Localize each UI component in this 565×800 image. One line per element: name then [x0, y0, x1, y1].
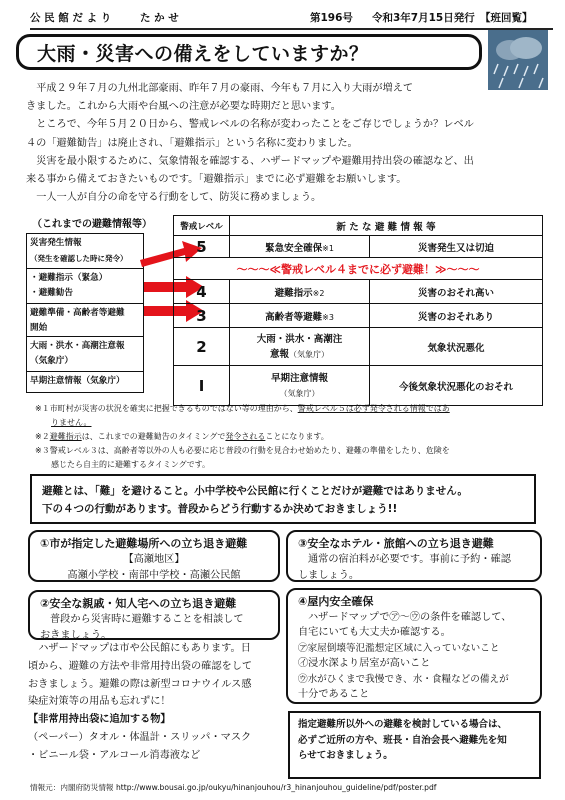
old-info-4a: 大雨・洪水・高潮注意報 — [30, 341, 125, 351]
option-2-heading: ②安全な親戚・知人宅への立ち退き避難 — [40, 597, 237, 610]
intro-p2: ところで、今年５月２０日から、警戒レベルの名称が変わったことをご存じでしょうか？レベル — [36, 119, 474, 131]
option-1-places: 高瀬小学校・南部中学校・高瀬公民館 — [67, 570, 241, 581]
old-info-4b: （気象庁） — [30, 356, 73, 366]
footnotes — [35, 402, 545, 472]
old-info-2b: ・避難勧告 — [30, 288, 73, 298]
old-info-1b: （発生を確認した時に発令） — [30, 254, 128, 263]
level-2: 2 — [174, 328, 230, 366]
warning-level-table — [173, 215, 543, 406]
option-1-area: 【高瀬地区】 — [123, 554, 185, 565]
level-1-name: 早期注意情報 （気象庁） — [230, 366, 370, 406]
bottom-line-3: おきましょう。避難の際は新型コロナウイルス感 — [28, 678, 252, 690]
intro-p4: 一人一人が自分の命を守る行動をして、防災に務めましょう。 — [36, 192, 322, 204]
bottom-line-2: 頃から、避難の方法や非常用持出袋の確認をして — [28, 660, 253, 672]
level-5: 5 — [174, 236, 230, 258]
option-1-box — [28, 530, 280, 582]
old-info-3b: 開始 — [30, 323, 48, 333]
evacuate-banner: ～～～≪警戒レベル４までに必ず避難！≫～～～ — [174, 258, 543, 280]
level-2-name: 大雨・洪水・高潮注 意報（気象庁） — [230, 328, 370, 366]
option-2-text-1: 普段から災害時に避難することを相談して — [50, 614, 244, 625]
option-4-heading: ④屋内安全確保 — [298, 595, 374, 608]
evac-line-2: 下の４つの行動があります。普段からどう行動するか決めておきましょう!! — [42, 503, 398, 515]
emergency-bag-items-1: （ペーパー）タオル・体温計・スリッパ・マスク — [28, 731, 252, 743]
page-title: 大雨・災害への備えをしていますか？ — [16, 34, 482, 70]
bottom-line-1: ハザードマップは市や公民館にもあります。日 — [38, 643, 251, 654]
source-line: 情報元：内閣府防災情報 http://www.bousai.go.jp/oukyu/hinanjouhou/r3_hinanjouhou_guideline/pdf/poster.pdf — [30, 783, 437, 792]
option-2-box — [28, 590, 280, 640]
note-3: ※３警戒レベル３は、高齢者等以外の人も必要に応じ普段の行動を見合わせ始めたり、避難の準備をしたり、危険を — [35, 446, 450, 455]
level-1-desc: 今後気象状況悪化のおそれ — [370, 366, 543, 406]
col-new-header: 新 た な 避 難 情 報 等 — [230, 216, 543, 236]
issue-date: 令和3年7月15日発行 — [372, 12, 475, 24]
level-3-name: 高齢者等避難※3 — [230, 304, 370, 328]
shelter-notice-2: 必ずご近所の方や、班長・自治会長へ避難先を知 — [298, 734, 507, 746]
level-3: 3 — [174, 304, 230, 328]
option-4-text-2: 自宅にいても大丈夫か確認する。 — [298, 627, 451, 638]
shelter-notice-3: らせておきましょう。 — [298, 750, 393, 761]
option-3-text-1: 通常の宿泊料が必要です。事前に予約・確認 — [308, 554, 511, 565]
level-3-desc: 災害のおそれあり — [370, 304, 543, 328]
level-5-desc: 災害発生又は切迫 — [370, 236, 543, 258]
bottom-line-4: 染症対策等の用品も忘れずに！ — [28, 696, 171, 708]
option-4-box — [286, 588, 542, 704]
emergency-bag-heading: 【非常用持出袋に追加する物】 — [28, 714, 171, 726]
old-info-box-4 — [26, 336, 144, 372]
circulation: 【班回覧】 — [480, 12, 533, 24]
emergency-bag-items-2: ・ビニール袋・アルコール消毒液など — [28, 749, 201, 761]
evacuation-definition-box — [30, 474, 536, 524]
col-level-header: 警戒レベル — [174, 216, 230, 236]
newsletter-header — [30, 10, 553, 30]
newsletter-name: 公 民 館 だ よ り — [30, 12, 112, 24]
level-4-desc: 災害のおそれ高い — [370, 280, 543, 304]
option-3-text-2: しましょう。 — [298, 570, 360, 581]
level-4-name: 避難指示※2 — [230, 280, 370, 304]
old-info-3a: 避難準備・高齢者等避難 — [30, 308, 125, 318]
option-3-heading: ③安全なホテル・旅館への立ち退き避難 — [298, 537, 494, 550]
intro-p1: 平成２９年７月の九州北部豪雨、昨年７月の豪雨、今年も７月に入り大雨が増えて — [36, 83, 414, 94]
note-1b: りません。 — [51, 418, 92, 427]
note-1: ※１市町村が災害の状況を確実に把握できるものではない等の理由から、警戒レベル５は必ず発令される情報ではあ — [35, 404, 450, 413]
shelter-notice-box — [288, 711, 541, 779]
intro-p1b: きました。これから大雨や台風への注意が必要な時期だと思います。 — [26, 101, 341, 113]
note-3b: 感じたら自主的に避難するタイミングです。 — [51, 460, 211, 469]
shelter-notice-1: 指定避難所以外への避難を検討している場合は、 — [298, 719, 508, 730]
level-1: Ⅰ — [174, 366, 230, 406]
old-info-title: （これまでの避難情報等） — [32, 219, 152, 230]
intro-p2b: ４の「避難勧告」は廃止され、「避難指示」という名称に変わりました。 — [26, 137, 358, 149]
option-4-condition-c: ㋒水がひくまで我慢でき、水・食糧などの備えが — [298, 673, 509, 685]
option-4-text-1: ハザードマップで㋐～㋒の条件を確認して、 — [308, 611, 512, 623]
intro-p3: 災害を最小限するために、気象情報を確認する、ハザードマップや避難用持出袋の確認など、出 — [36, 155, 474, 167]
option-4-condition-c2: 十分であること — [298, 689, 370, 700]
old-info-box-5 — [26, 371, 144, 393]
old-info-1a: 災害発生情報 — [30, 238, 82, 248]
old-info-box-2 — [26, 268, 144, 304]
old-info-5: 早期注意情報（気象庁） — [30, 376, 125, 386]
intro-p3b: 来る事から備えておきたいものです。「避難指示」までに必ず避難をお願いします。 — [26, 174, 407, 186]
intro-text — [26, 80, 546, 207]
option-4-condition-a: ㋐家屋倒壊等氾濫想定区域に入っていないこと — [298, 642, 500, 654]
hazard-map-text — [28, 640, 283, 765]
note-2: ※２避難指示は、これまでの避難勧告のタイミングで発令されることになります。 — [35, 432, 329, 441]
option-4-condition-b: ㋑浸水深より居室が高いこと — [298, 658, 431, 669]
level-2-desc: 気象状況悪化 — [370, 328, 543, 366]
level-4: 4 — [174, 280, 230, 304]
option-2-text-2: おきましょう。 — [40, 630, 112, 641]
issue-number: 第196号 — [310, 12, 353, 24]
old-info-box-1 — [26, 233, 144, 269]
level-5-name: 緊急安全確保※1 — [230, 236, 370, 258]
old-info-2a: ・避難指示（緊急） — [30, 273, 108, 283]
option-1-heading: ①市が指定した避難場所への立ち退き避難 — [40, 537, 248, 550]
town-name: た か せ — [140, 12, 179, 24]
old-info-box-3 — [26, 303, 144, 337]
evac-line-1: 避難とは、「難」を避けること。小中学校や公民館に行くことだけが避難ではありません。 — [42, 485, 468, 497]
option-3-box — [286, 530, 542, 582]
